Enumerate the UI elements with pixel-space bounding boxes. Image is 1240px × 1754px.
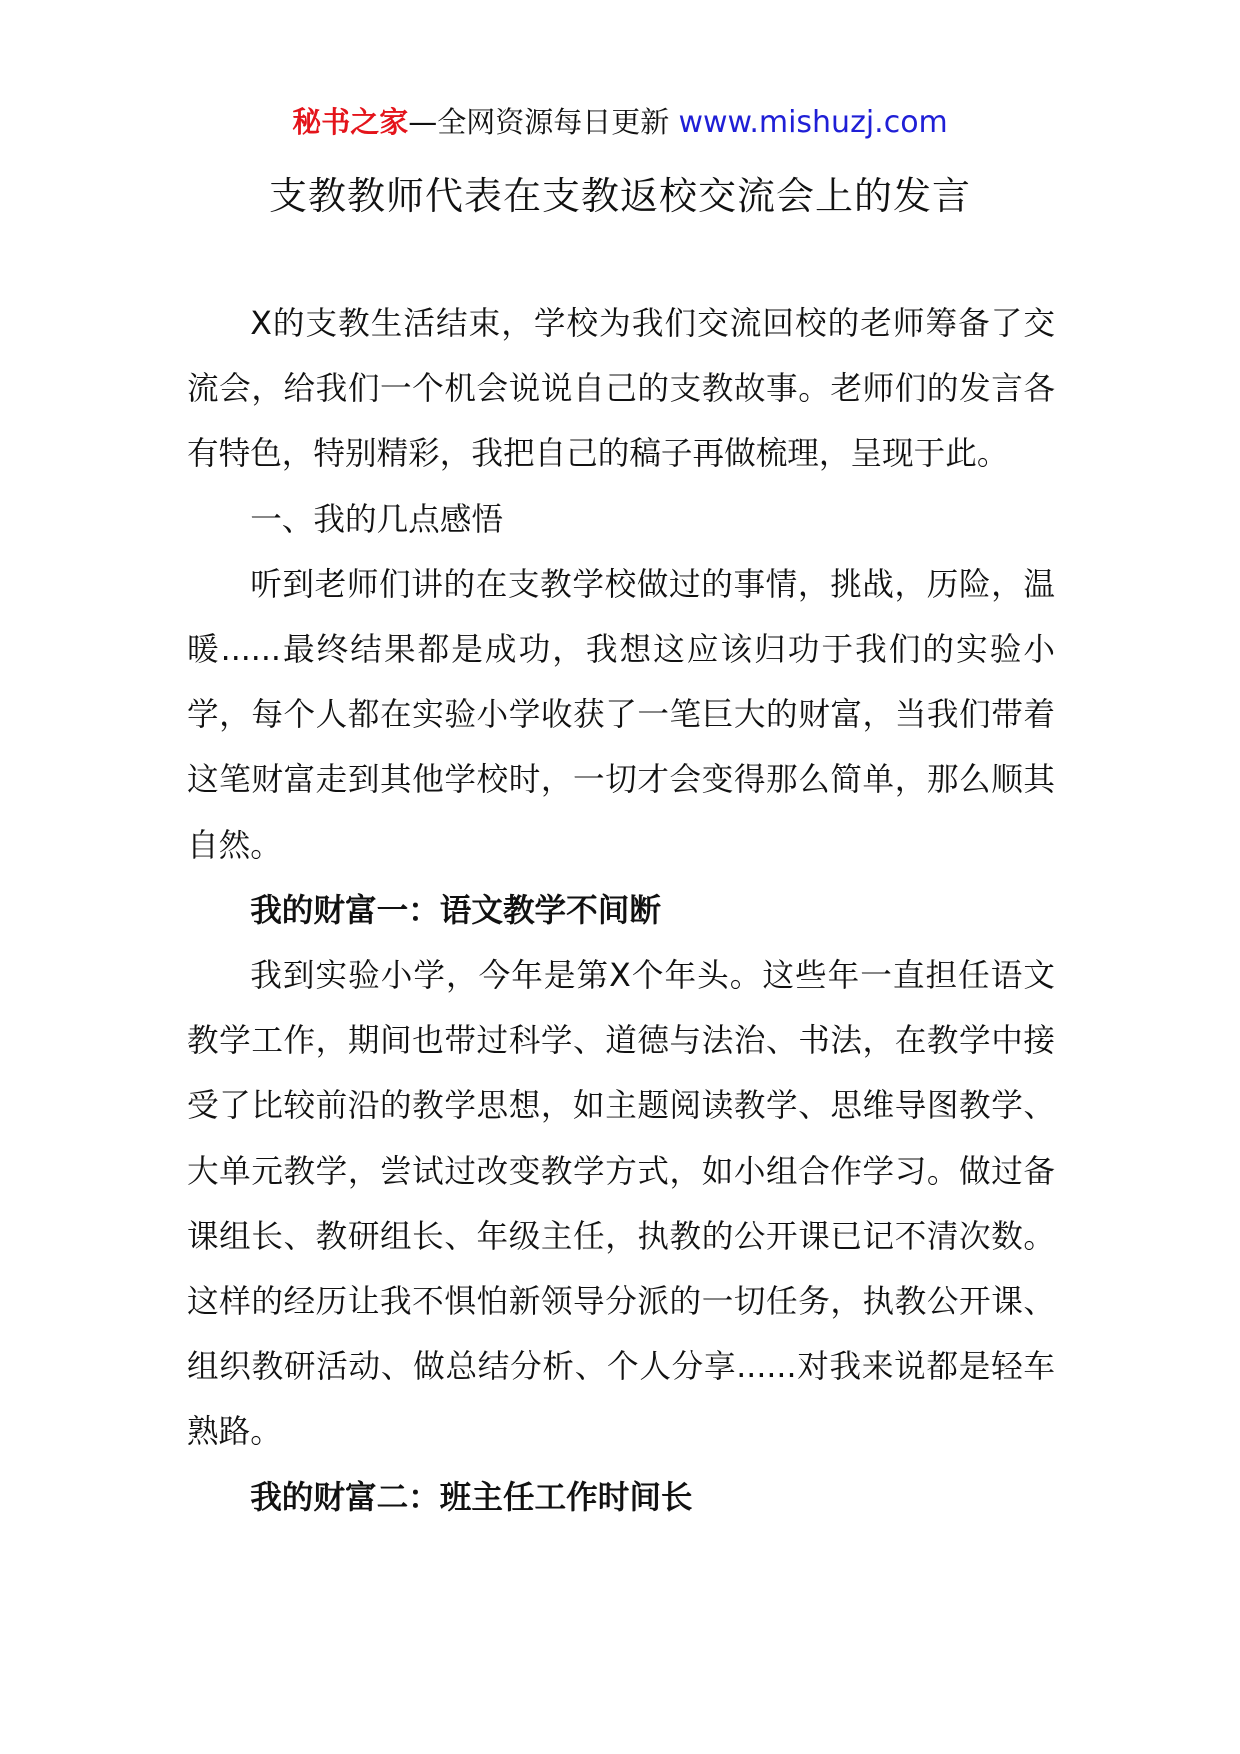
subheading-wealth-one: 我的财富一：语文教学不间断 xyxy=(250,892,661,929)
document-body xyxy=(187,292,1055,1531)
site-header xyxy=(0,100,1240,145)
site-url-link[interactable]: www.mishuzj.com xyxy=(678,105,948,140)
section-heading: 一、我的几点感悟 xyxy=(250,501,503,538)
brand-name: 秘书之家 xyxy=(292,105,409,139)
paragraph-reflection: 听到老师们讲的在支教学校做过的事情，挑战，历险，温暖......最终结果都是成功，我想这应该归功于我们的实验小学，每个人都在实验小学收获了一笔巨大的财富，当我们带着这笔财富走到其他学校时，一切才会变得那么简单，那么顺其自然。 xyxy=(187,566,1055,864)
header-tagline: —全网资源每日更新 xyxy=(408,105,679,139)
paragraph-teaching-experience: 我到实验小学，今年是第X个年头。这些年一直担任语文教学工作，期间也带过科学、道德与法治、书法，在教学中接受了比较前沿的教学思想，如主题阅读教学、思维导图教学、大单元教学，尝试过改变教学方式，如小组合作学习。做过备课组长、教研组长、年级主任，执教的公开课已记不清次数。这样的经历让我不惧怕新领导分派的一切任务，执教公开课、组织教研活动、做总结分析、个人分享......对我来说都是轻车熟路。 xyxy=(187,958,1055,1451)
document-title: 支教教师代表在支教返校交流会上的发言 xyxy=(268,174,971,218)
subheading-wealth-two: 我的财富二：班主任工作时间长 xyxy=(250,1479,693,1516)
paragraph-intro: X的支教生活结束，学校为我们交流回校的老师筹备了交流会，给我们一个机会说说自己的支教故事。老师们的发言各有特色，特别精彩，我把自己的稿子再做梳理，呈现于此。 xyxy=(187,306,1055,473)
